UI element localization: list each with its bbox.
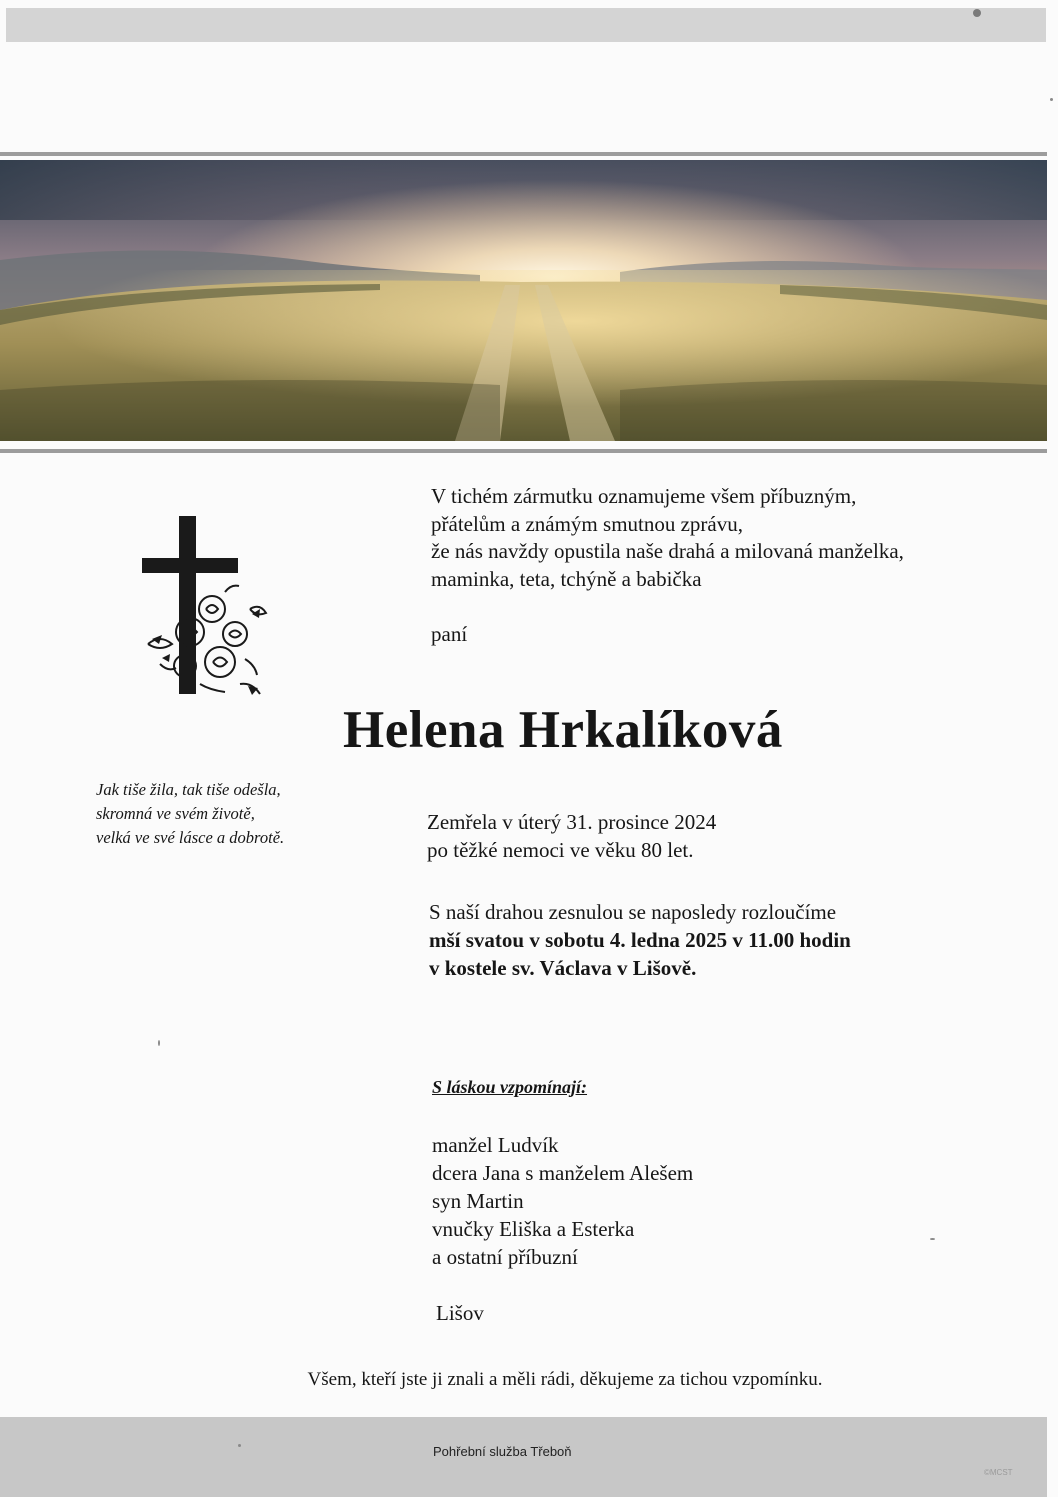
mourner: a ostatní příbuzní [432,1245,578,1269]
intro-line: maminka, teta, tchýně a babička [431,566,702,591]
scan-speck [238,1444,241,1447]
intro-line: přátelům a známým smutnou zprávu, [431,511,743,536]
mourners-list [432,1131,932,1271]
intro-line: V tichém zármutku oznamujeme všem příbuzným, [431,484,857,508]
sunset-field-image [0,160,1047,441]
funeral-church: v kostele sv. Václava v Lišově. [429,956,697,980]
scan-speck [930,1238,935,1240]
announcement-intro [431,483,1031,593]
motto-line: skromná ve svém životě, [96,804,255,823]
intro-line: že nás navždy opustila naše drahá a milovaná manželka, [431,539,904,563]
death-line: po těžké nemoci ve věku 80 let. [427,838,694,862]
cross-with-roses-icon [140,514,270,709]
funeral-service-name: Pohřební služba Třeboň [433,1444,572,1459]
place-name: Lišov [436,1301,484,1325]
thanks-line: Všem, kteří jste ji znali a měli rádi, děkujeme za tichou vzpomínku. [307,1369,823,1390]
honorific: paní [431,622,468,646]
death-line: Zemřela v úterý 31. prosince 2024 [427,810,717,834]
banner-top-rule [0,152,1047,156]
mourner: vnučky Eliška a Esterka [432,1217,635,1241]
funeral-mass: mší svatou v sobotu 4. ledna 2025 v 11.00 hodin [429,928,851,952]
scan-speck [1050,98,1053,101]
mourners-header: S láskou vzpomínají: [432,1077,588,1097]
death-notice [427,808,1027,864]
deceased-name: Helena Hrkalíková [343,701,783,759]
top-gray-band [6,8,1046,42]
scan-speck [158,1040,160,1046]
mourner: manžel Ludvík [432,1133,559,1157]
printer-mark: ©MCST [984,1468,1013,1477]
funeral-details [429,898,1029,982]
motto-line: velká ve své lásce a dobrotě. [96,828,285,847]
banner-bottom-rule [0,449,1047,453]
motto-line: Jak tiše žila, tak tiše odešla, [96,780,281,799]
motto-verse [96,778,356,850]
mourner: syn Martin [432,1189,524,1213]
scan-speck [973,9,981,17]
funeral-intro: S naší drahou zesnulou se naposledy rozloučíme [429,900,837,924]
mourner: dcera Jana s manželem Alešem [432,1161,694,1185]
